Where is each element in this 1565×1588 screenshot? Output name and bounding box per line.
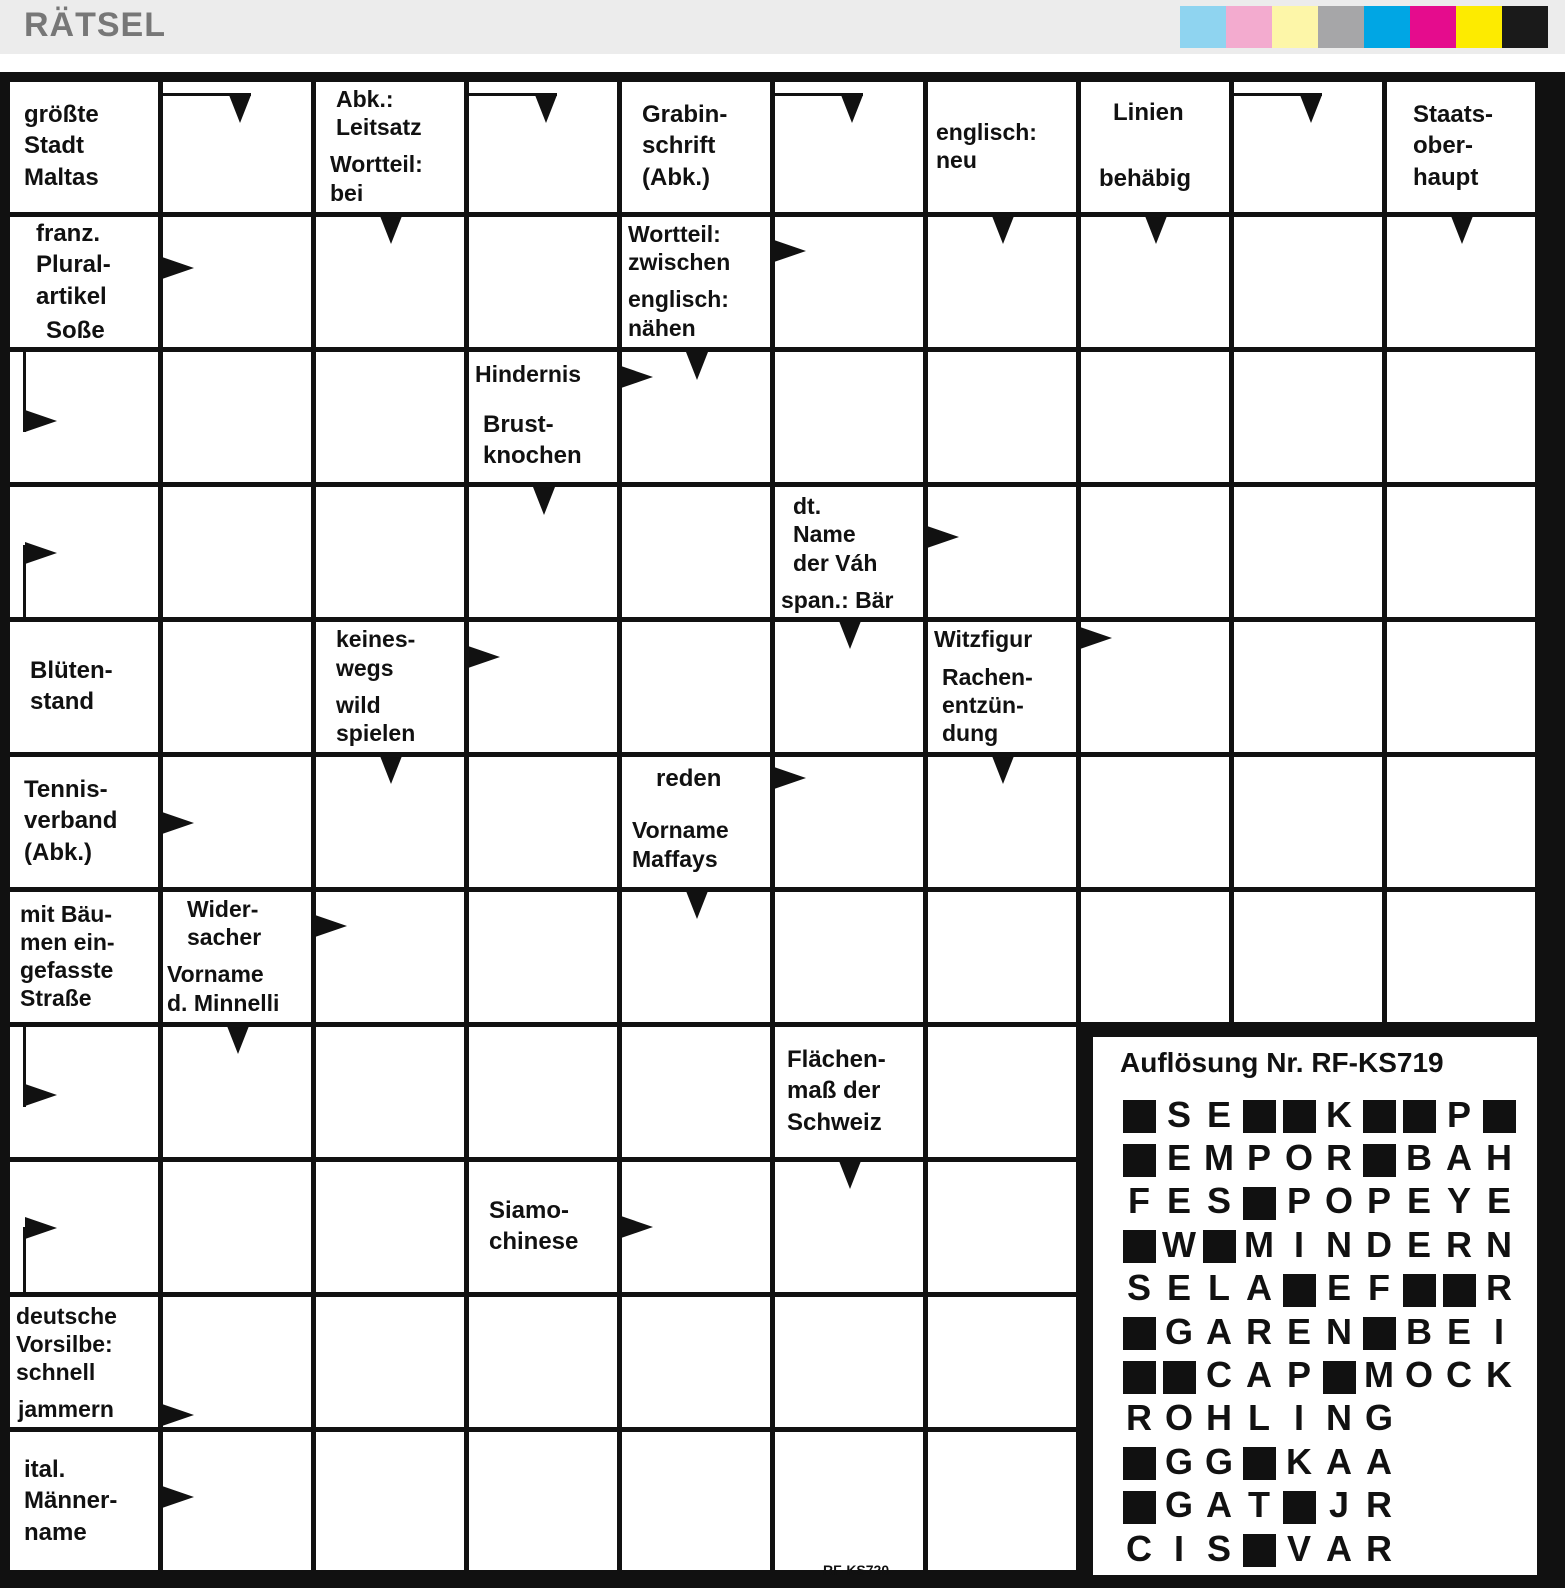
solution-black-square (1359, 1313, 1399, 1350)
solution-letter: R (1446, 1223, 1472, 1265)
solution-letter: N (1326, 1397, 1352, 1439)
clue: Staats- ober- haupt (1387, 82, 1535, 210)
solution-letter: T (1248, 1484, 1270, 1526)
clue: wild spielen (316, 688, 463, 750)
solution-black-square (1439, 1270, 1479, 1307)
grid-cell[interactable] (316, 1297, 464, 1427)
solution-panel (1093, 1037, 1537, 1575)
solution-letter: G (1164, 1440, 1193, 1482)
arrow-right-icon (162, 257, 194, 279)
solution-row (1119, 1397, 1519, 1440)
solution-letter: O (1284, 1137, 1313, 1179)
arrow-right-icon (621, 1216, 653, 1238)
solution-row (1119, 1353, 1519, 1396)
grid-cell[interactable] (1234, 217, 1382, 347)
arrow-right-icon (162, 812, 194, 834)
grid-cell[interactable] (1387, 892, 1535, 1022)
color-swatch (1180, 6, 1226, 48)
solution-letter: E (1286, 1310, 1311, 1352)
solution-letter: C (1206, 1354, 1232, 1396)
color-swatch (1410, 6, 1456, 48)
grid-cell[interactable] (1234, 622, 1382, 752)
arrow-down-icon (1300, 95, 1322, 123)
clue: Witzfigur (928, 622, 1076, 657)
solution-letter: R (1126, 1397, 1152, 1439)
arrow-right-icon (25, 542, 57, 564)
solution-black-square (1479, 1096, 1519, 1133)
solution-row (1119, 1223, 1519, 1266)
clue: Brust- knochen (469, 400, 617, 480)
grid-cell[interactable] (928, 487, 1076, 617)
grid-cell[interactable] (622, 1027, 770, 1157)
solution-letter: G (1364, 1397, 1393, 1439)
color-swatch (1318, 6, 1364, 48)
solution-letter: A (1366, 1440, 1392, 1482)
solution-letter: M (1244, 1223, 1274, 1265)
solution-letter: N (1326, 1223, 1352, 1265)
solution-letter: S (1126, 1267, 1151, 1309)
solution-letter: K (1326, 1093, 1352, 1135)
grid-cell[interactable] (775, 217, 923, 347)
solution-black-square (1119, 1226, 1159, 1263)
color-swatch (1456, 6, 1502, 48)
solution-black-square (1319, 1357, 1359, 1394)
solution-letter: R (1486, 1267, 1512, 1309)
solution-letter: K (1486, 1354, 1512, 1396)
solution-black-square (1279, 1096, 1319, 1133)
solution-black-square (1359, 1140, 1399, 1177)
solution-letter: O (1324, 1180, 1353, 1222)
solution-black-square (1119, 1487, 1159, 1524)
arrow-down-icon (839, 621, 861, 649)
clue: Wortteil: bei (316, 147, 463, 210)
grid-cell[interactable] (163, 487, 311, 617)
arrow-right-icon (25, 1217, 57, 1239)
solution-letter: H (1486, 1137, 1512, 1179)
solution-letter: P (1246, 1137, 1271, 1179)
solution-grid (1119, 1093, 1519, 1570)
solution-letter: B (1406, 1310, 1432, 1352)
grid-cell[interactable] (775, 352, 923, 482)
solution-letter: S (1166, 1093, 1191, 1135)
solution-letter: E (1486, 1180, 1511, 1222)
solution-letter: P (1366, 1180, 1391, 1222)
clue: span.: Bär (775, 585, 923, 615)
solution-letter: B (1406, 1137, 1432, 1179)
solution-black-square (1239, 1183, 1279, 1220)
solution-row (1119, 1180, 1519, 1223)
solution-letter: Y (1446, 1180, 1471, 1222)
grid-cell[interactable] (928, 1027, 1076, 1157)
solution-letter: O (1404, 1354, 1433, 1396)
grid-cell[interactable] (1387, 622, 1535, 752)
grid-cell[interactable] (163, 1162, 311, 1292)
arrow-right-icon (468, 646, 500, 668)
solution-letter: E (1166, 1267, 1191, 1309)
solution-letter: W (1162, 1223, 1196, 1265)
arrow-down-icon (535, 95, 557, 123)
solution-letter: M (1364, 1354, 1394, 1396)
solution-black-square (1359, 1096, 1399, 1133)
solution-black-square (1119, 1140, 1159, 1177)
solution-letter: L (1248, 1397, 1270, 1439)
color-swatch (1226, 6, 1272, 48)
solution-letter: N (1486, 1223, 1512, 1265)
arrow-down-icon (380, 756, 402, 784)
solution-black-square (1239, 1530, 1279, 1567)
solution-black-square (1119, 1096, 1159, 1133)
clue: Grabin- schrift (Abk.) (622, 82, 770, 210)
arrow-down-icon (839, 1161, 861, 1189)
solution-letter: G (1164, 1310, 1193, 1352)
grid-cell[interactable] (469, 1027, 617, 1157)
grid-cell[interactable] (316, 892, 464, 1022)
clue: Linien (1081, 82, 1229, 144)
arrow-down-icon (992, 216, 1014, 244)
solution-letter: I (1293, 1397, 1304, 1439)
arrow-down-icon (1451, 216, 1473, 244)
arrow-right-icon (927, 526, 959, 548)
grid-cell[interactable] (1081, 892, 1229, 1022)
clue: keines- wegs (316, 622, 463, 685)
solution-letter: E (1166, 1137, 1191, 1179)
grid-cell[interactable] (928, 1297, 1076, 1427)
grid-cell[interactable] (1234, 487, 1382, 617)
grid-cell[interactable] (163, 622, 311, 752)
solution-black-square (1399, 1270, 1439, 1307)
clue: jammern (10, 1394, 158, 1425)
solution-letter: A (1246, 1354, 1272, 1396)
clue: Vorname Maffays (622, 804, 770, 885)
clue: Tennis- verband (Abk.) (10, 757, 158, 885)
arrow-down-icon (686, 891, 708, 919)
clue: größte Stadt Maltas (10, 82, 158, 210)
solution-black-square (1239, 1443, 1279, 1480)
arrow-down-icon (533, 487, 555, 515)
grid-cell[interactable] (622, 1432, 770, 1570)
page-title: RÄTSEL (24, 6, 166, 44)
solution-letter: A (1246, 1267, 1272, 1309)
header-bar (0, 0, 1565, 54)
solution-letter: R (1366, 1527, 1392, 1569)
solution-letter: A (1326, 1527, 1352, 1569)
solution-black-square (1279, 1270, 1319, 1307)
grid-cell[interactable] (928, 892, 1076, 1022)
solution-letter: P (1286, 1180, 1311, 1222)
grid-cell[interactable] (1081, 757, 1229, 887)
grid-cell[interactable] (1234, 352, 1382, 482)
solution-letter: L (1208, 1267, 1230, 1309)
arrow-right-icon (162, 1404, 194, 1426)
clue: Wider- sacher (163, 892, 311, 954)
clue: Wortteil: zwischen (622, 217, 770, 279)
solution-letter: D (1366, 1223, 1392, 1265)
color-swatch (1272, 6, 1318, 48)
grid-cell[interactable] (316, 352, 464, 482)
solution-letter: H (1206, 1397, 1232, 1439)
arrow-down-icon (380, 216, 402, 244)
clue: behäbig (1081, 147, 1229, 210)
clue: englisch: neu (928, 82, 1076, 210)
solution-black-square (1119, 1313, 1159, 1350)
solution-row (1119, 1267, 1519, 1310)
grid-cell[interactable] (1387, 352, 1535, 482)
solution-letter: E (1406, 1180, 1431, 1222)
clue: Vorname d. Minnelli (163, 957, 311, 1020)
solution-letter: A (1326, 1440, 1352, 1482)
clue: deutsche Vorsilbe: schnell (10, 1297, 158, 1391)
solution-letter: I (1173, 1527, 1184, 1569)
solution-black-square (1239, 1096, 1279, 1133)
clue: dt. Name der Váh (775, 487, 923, 582)
solution-letter: S (1206, 1527, 1231, 1569)
arrow-right-icon (774, 767, 806, 789)
color-swatches (1180, 6, 1548, 48)
solution-black-square (1399, 1096, 1439, 1133)
arrow-down-icon (992, 756, 1014, 784)
grid-cell[interactable] (469, 757, 617, 887)
solution-letter: M (1204, 1137, 1234, 1179)
clue: franz. Plural- artikel (10, 217, 158, 313)
grid-cell[interactable] (1387, 757, 1535, 887)
grid-cell[interactable] (469, 622, 617, 752)
solution-letter: N (1326, 1310, 1352, 1352)
solution-letter: E (1406, 1223, 1431, 1265)
solution-row (1119, 1310, 1519, 1353)
arrow-down-icon (841, 95, 863, 123)
clue: Hindernis (469, 352, 617, 397)
solution-letter: C (1446, 1354, 1472, 1396)
clue: Rachen- entzün- dung (928, 660, 1076, 750)
solution-letter: O (1164, 1397, 1193, 1439)
grid-cell[interactable] (622, 622, 770, 752)
solution-black-square (1279, 1487, 1319, 1524)
solution-black-square (1199, 1226, 1239, 1263)
solution-letter: F (1368, 1267, 1390, 1309)
grid-cell[interactable] (163, 217, 311, 347)
arrow-right-icon (25, 1084, 57, 1106)
clue: reden (622, 757, 770, 801)
arrow-right-icon (162, 1486, 194, 1508)
grid-cell[interactable] (622, 487, 770, 617)
solution-black-square (1119, 1357, 1159, 1394)
solution-letter: G (1204, 1440, 1233, 1482)
solution-letter: A (1206, 1310, 1232, 1352)
puzzle-code: RF-KS720 (823, 1562, 890, 1578)
arrow-right-icon (774, 240, 806, 262)
solution-letter: R (1326, 1137, 1352, 1179)
arrow-down-icon (227, 1026, 249, 1054)
grid-cell[interactable] (928, 1162, 1076, 1292)
grid-cell[interactable] (469, 892, 617, 1022)
solution-black-square (1119, 1443, 1159, 1480)
solution-letter: F (1128, 1180, 1150, 1222)
grid-cell[interactable] (316, 487, 464, 617)
solution-letter: R (1366, 1484, 1392, 1526)
solution-row (1119, 1093, 1519, 1136)
grid-cell[interactable] (1234, 892, 1382, 1022)
clue: ital. Männer- name (10, 1432, 158, 1570)
grid-cell[interactable] (928, 352, 1076, 482)
solution-letter: A (1446, 1137, 1472, 1179)
grid-cell[interactable] (622, 1297, 770, 1427)
arrow-right-icon (25, 410, 57, 432)
solution-letter: E (1326, 1267, 1351, 1309)
grid-cell[interactable] (775, 892, 923, 1022)
solution-row (1119, 1484, 1519, 1527)
grid-cell[interactable] (1081, 487, 1229, 617)
clue: Abk.: Leitsatz (316, 82, 463, 144)
solution-letter: S (1206, 1180, 1231, 1222)
grid-cell[interactable] (928, 1432, 1076, 1570)
color-swatch (1364, 6, 1410, 48)
arrow-right-icon (315, 915, 347, 937)
color-swatch (1502, 6, 1548, 48)
clue: Flächen- maß der Schweiz (775, 1027, 923, 1155)
arrow-right-icon (621, 366, 653, 388)
solution-letter: K (1286, 1440, 1312, 1482)
solution-letter: J (1328, 1484, 1350, 1526)
solution-row (1119, 1136, 1519, 1179)
clue: Siamo- chinese (469, 1162, 617, 1290)
solution-letter: E (1166, 1180, 1191, 1222)
solution-title: Auflösung Nr. RF-KS719 (1120, 1047, 1444, 1078)
solution-letter: E (1446, 1310, 1471, 1352)
grid-cell[interactable] (1387, 487, 1535, 617)
arrow-down-icon (229, 95, 251, 123)
grid-cell[interactable] (1234, 757, 1382, 887)
grid-cell[interactable] (469, 217, 617, 347)
solution-letter: V (1286, 1527, 1311, 1569)
grid-cell[interactable] (163, 352, 311, 482)
solution-letter: E (1206, 1093, 1231, 1135)
solution-letter: G (1164, 1484, 1193, 1526)
solution-row (1119, 1440, 1519, 1483)
grid-cell[interactable] (316, 1027, 464, 1157)
grid-cell[interactable] (469, 1432, 617, 1570)
clue: englisch: nähen (622, 282, 770, 345)
clue: mit Bäu- men ein- gefasste Straße (10, 892, 158, 1020)
solution-row (1119, 1527, 1519, 1570)
grid-cell[interactable] (775, 1432, 923, 1570)
solution-letter: I (1293, 1223, 1304, 1265)
solution-letter: A (1206, 1484, 1232, 1526)
grid-cell[interactable] (469, 1297, 617, 1427)
solution-letter: R (1246, 1310, 1272, 1352)
arrow-down-icon (1145, 216, 1167, 244)
solution-letter: C (1126, 1527, 1152, 1569)
arrow-right-icon (1080, 627, 1112, 649)
solution-letter: I (1493, 1310, 1504, 1352)
solution-letter: P (1446, 1093, 1471, 1135)
clue: Blüten- stand (10, 622, 158, 750)
grid-cell[interactable] (316, 1162, 464, 1292)
solution-black-square (1159, 1357, 1199, 1394)
solution-letter: P (1286, 1354, 1311, 1396)
clue: Soße (10, 316, 158, 345)
arrow-down-icon (686, 352, 708, 380)
grid-cell[interactable] (775, 1297, 923, 1427)
grid-cell[interactable] (1081, 352, 1229, 482)
grid-cell[interactable] (316, 1432, 464, 1570)
